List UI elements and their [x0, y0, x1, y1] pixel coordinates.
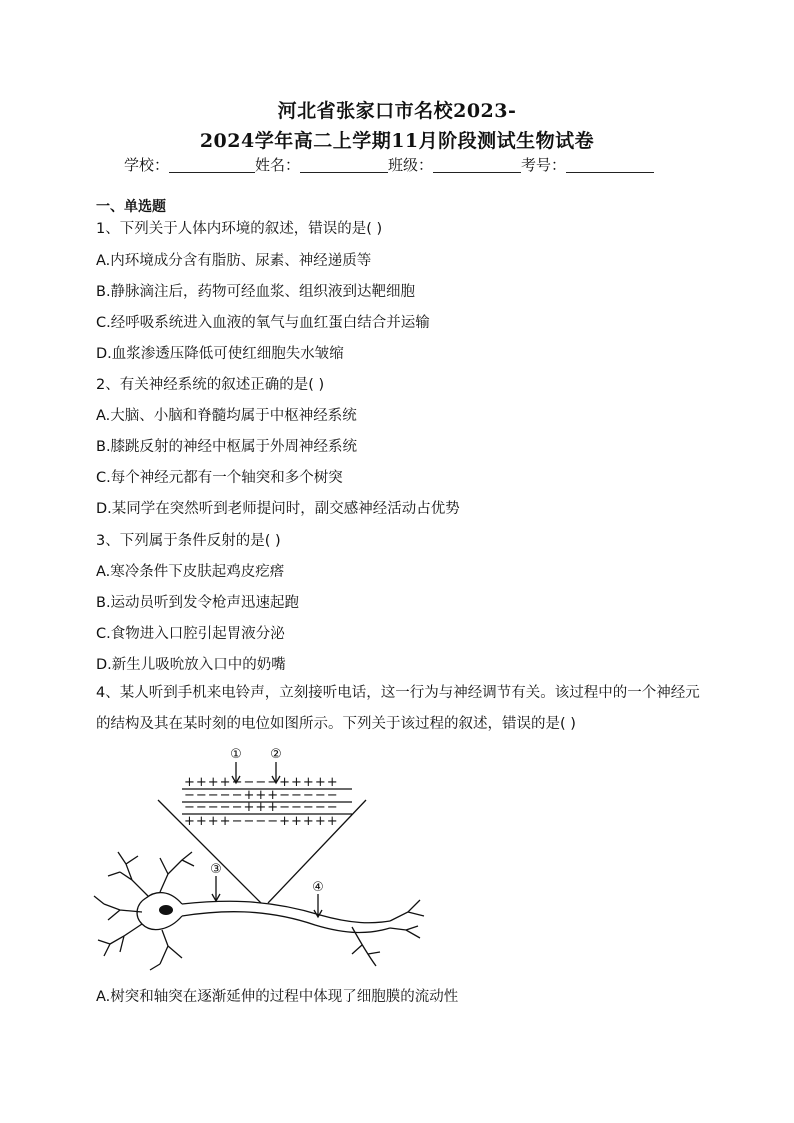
school-label: 学校： [124, 156, 170, 174]
question-4-stem: 4、某人听到手机来电铃声，立刻接听电话，这一行为与神经调节有关。该过程中的一个神经元的结构及其在某时刻的电位如图所示。下列关于该过程的叙述，错误的是( ) [96, 685, 700, 732]
question-1-option-a: A.内环境成分含有脂肪、尿素、神经递质等 [96, 253, 372, 269]
label-4: ④ [312, 880, 324, 895]
question-1-option-b: B.静脉滴注后，药物可经血浆、组织液到达靶细胞 [96, 284, 416, 300]
class-blank [433, 158, 521, 173]
charge-row-1: ++++−−−−+++++ [184, 775, 339, 790]
section-heading: 一、单选题 [96, 199, 166, 215]
axon-terminals [390, 900, 424, 938]
charge-row-3: −−−−−+++−−−−− [184, 800, 339, 815]
dendrite-left [94, 896, 142, 920]
name-blank [300, 158, 388, 173]
question-3-option-a: A.寒冷条件下皮肤起鸡皮疙瘩 [96, 564, 285, 580]
charge-row-4: ++++−−−−+++++ [184, 814, 339, 829]
title-line-1: 河北省张家口市名校2023- [277, 100, 517, 122]
question-3-option-d: D.新生儿吸吮放入口中的奶嘴 [96, 657, 286, 673]
question-2-stem: 2、有关神经系统的叙述正确的是( ) [96, 377, 325, 393]
question-2-option-b: B.膝跳反射的神经中枢属于外周神经系统 [96, 439, 358, 455]
question-3-option-c: C.食物进入口腔引起胃液分泌 [96, 626, 285, 642]
question-1-option-c: C.经呼吸系统进入血液的氧气与血红蛋白结合并运输 [96, 315, 430, 331]
exam-no-label: 考号： [521, 156, 567, 174]
name-label: 姓名： [255, 156, 301, 174]
charge-row-2: −−−−−+++−−−−− [184, 788, 339, 803]
label-2: ② [270, 747, 282, 762]
exam-no-blank [566, 158, 654, 173]
question-1-stem: 1、下列关于人体内环境的叙述，错误的是( ) [96, 221, 383, 237]
dendrite-upper-left [108, 852, 148, 896]
dendrite-lower-left [98, 924, 142, 956]
label-1: ① [230, 747, 242, 762]
question-2-option-a: A.大脑、小脑和脊髓均属于中枢神经系统 [96, 408, 357, 424]
question-2-option-c: C.每个神经元都有一个轴突和多个树突 [96, 470, 343, 486]
class-label: 班级： [388, 156, 434, 174]
question-2-option-d: D.某同学在突然听到老师提问时，副交感神经活动占优势 [96, 501, 460, 517]
question-3-stem: 3、下列属于条件反射的是( ) [96, 533, 281, 549]
dendrite-lower [150, 930, 182, 970]
student-info-row [124, 154, 654, 175]
question-1-option-d: D.血浆渗透压降低可使红细胞失水皱缩 [96, 346, 344, 362]
school-blank [169, 158, 255, 173]
neuron-diagram [90, 740, 430, 976]
nucleus [159, 905, 173, 915]
dendrite-upper [160, 852, 194, 892]
label-3: ③ [210, 862, 222, 877]
title-line-2: 2024学年高二上学期11月阶段测试生物试卷 [199, 130, 595, 152]
question-4-option-a: A.树突和轴突在逐渐延伸的过程中体现了细胞膜的流动性 [96, 989, 459, 1005]
question-3-option-b: B.运动员听到发令枪声迅速起跑 [96, 595, 300, 611]
